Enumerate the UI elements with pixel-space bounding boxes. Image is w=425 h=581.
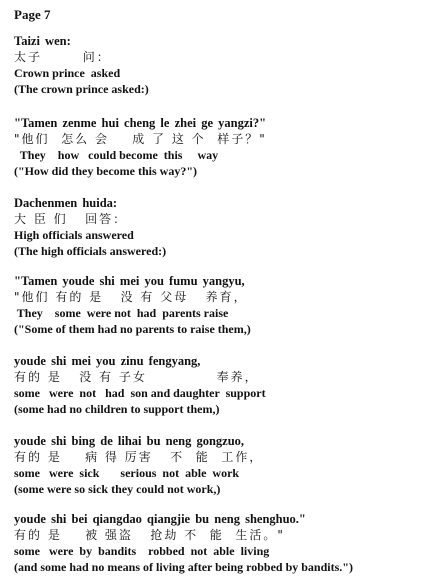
pinyin-line: Taizi wen: bbox=[14, 34, 71, 48]
gloss-line: some were sick serious not able work bbox=[14, 466, 240, 480]
hanzi-line: 有的 是 被 强盗 抢劫 不 能 生活。" bbox=[14, 528, 285, 542]
pinyin-line: youde shi mei you zinu fengyang, bbox=[14, 354, 201, 368]
gloss-line: They how could become this way bbox=[14, 148, 219, 162]
page-number: Page 7 bbox=[14, 7, 51, 22]
hanzi-line: 大 臣 们 回答： bbox=[14, 212, 128, 226]
dialogue-block bbox=[14, 433, 419, 497]
gloss-line: Crown prince asked bbox=[14, 66, 121, 80]
pinyin-line: youde shi bing de lihai bu neng gongzuo, bbox=[14, 434, 245, 448]
translation-line: (The high officials answered:) bbox=[14, 244, 167, 258]
translation-line: ("Some of them had no parents to raise them,) bbox=[14, 322, 251, 336]
hanzi-line: "他们 有的 是 没 有 父母 养育， bbox=[14, 290, 248, 304]
dialogue-block bbox=[14, 33, 419, 97]
hanzi-line: 太子 问： bbox=[14, 50, 111, 64]
gloss-line: High officials answered bbox=[14, 228, 134, 242]
pinyin-line: "Tamen zenme hui cheng le zhei ge yangzi?" bbox=[14, 116, 267, 130]
translation-line: (The crown prince asked:) bbox=[14, 82, 149, 96]
dialogue-block bbox=[14, 353, 419, 417]
dialogue-block bbox=[14, 115, 419, 179]
dialogue-block bbox=[14, 273, 419, 337]
translation-line: (some had no children to support them,) bbox=[14, 402, 220, 416]
hanzi-line: 有的 是 没 有 子女 奉养， bbox=[14, 370, 259, 384]
pinyin-line: "Tamen youde shi mei you fumu yangyu, bbox=[14, 274, 245, 288]
pinyin-line: youde shi bei qiangdao qiangjie bu neng shenghuo." bbox=[14, 512, 306, 526]
hanzi-line: "他们 怎么 会 成 了 这 个 样子？" bbox=[14, 132, 267, 146]
translation-line: ("How did they become this way?") bbox=[14, 164, 197, 178]
translation-line: (and some had no means of living after being robbed by bandits.") bbox=[14, 560, 353, 574]
translation-line: (some were so sick they could not work,) bbox=[14, 482, 221, 496]
gloss-line: some were not had son and daughter support bbox=[14, 386, 266, 400]
hanzi-line: 有的 是 病 得 厉害 不 能 工作， bbox=[14, 450, 264, 464]
pinyin-line: Dachenmen huida: bbox=[14, 196, 118, 210]
dialogue-block bbox=[14, 511, 419, 575]
gloss-line: some were by bandits robbed not able living bbox=[14, 544, 270, 558]
gloss-line: They some were not had parents raise bbox=[14, 306, 229, 320]
dialogue-block bbox=[14, 195, 419, 259]
